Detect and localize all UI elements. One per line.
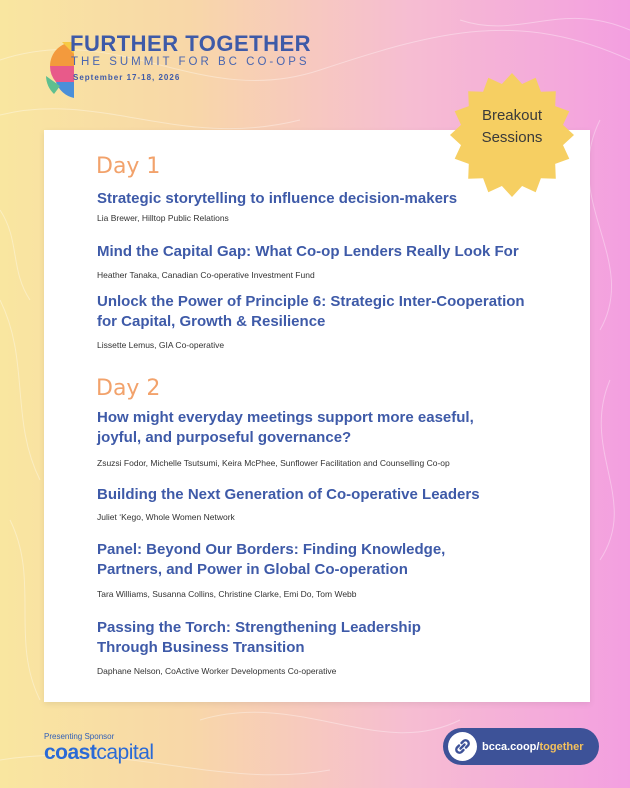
website-link-text[interactable] — [482, 741, 583, 753]
badge-line-2: Sessions — [481, 129, 543, 146]
day-2-heading: Day 2 — [96, 376, 161, 401]
session-title: Strategic storytelling to influence decision-makers — [97, 190, 458, 207]
session-speakers: Zsuzsi Fodor, Michelle Tsutsumi, Keira McPhee, Sunflower Facilitation and Counselling Co-op — [97, 458, 450, 468]
brand-subtitle: THE SUMMIT FOR BC CO-OPS — [71, 56, 310, 68]
session-speakers: Heather Tanaka, Canadian Co-operative Investment Fund — [97, 270, 315, 280]
link-icon — [448, 732, 477, 761]
badge-line-1: Breakout — [481, 107, 543, 124]
session-title: How might everyday meetings support more easeful, joyful, and purposeful governance? — [97, 409, 474, 446]
session-speakers: Juliet ‘Kego, Whole Women Network — [97, 512, 235, 522]
badge-label — [447, 105, 577, 149]
session-speakers: Lissette Lemus, GIA Co-operative — [97, 340, 225, 350]
session-speakers: Daphane Nelson, CoActive Worker Developments Co-operative — [97, 666, 337, 676]
session-speakers: Lia Brewer, Hilltop Public Relations — [97, 213, 229, 223]
brand-title: FURTHER TOGETHER — [70, 31, 312, 56]
session-title: Unlock the Power of Principle 6: Strategic Inter-Cooperation for Capital, Growth & Resilience — [97, 293, 525, 330]
sponsor-label: Presenting Sponsor — [44, 732, 115, 741]
sponsor-logo-part: coast — [44, 741, 97, 764]
event-date: September 17-18, 2026 — [73, 73, 181, 82]
link-path: together — [539, 741, 584, 753]
session-title: Panel: Beyond Our Borders: Finding Knowledge, Partners, and Power in Global Co-operation — [97, 541, 446, 578]
session-speakers: Tara Williams, Susanna Collins, Christine Clarke, Emi Do, Tom Webb — [97, 589, 357, 599]
session-title: Building the Next Generation of Co-operative Leaders — [97, 486, 480, 503]
session-title: Mind the Capital Gap: What Co-op Lenders Really Look For — [97, 243, 519, 260]
link-domain: bcca.coop/ — [482, 741, 540, 753]
session-title: Passing the Torch: Strengthening Leadership Through Business Transition — [97, 619, 421, 656]
day-1-heading: Day 1 — [96, 154, 161, 179]
sponsor-logo-part: capital — [96, 741, 154, 764]
sponsor-logo[interactable] — [44, 741, 154, 765]
